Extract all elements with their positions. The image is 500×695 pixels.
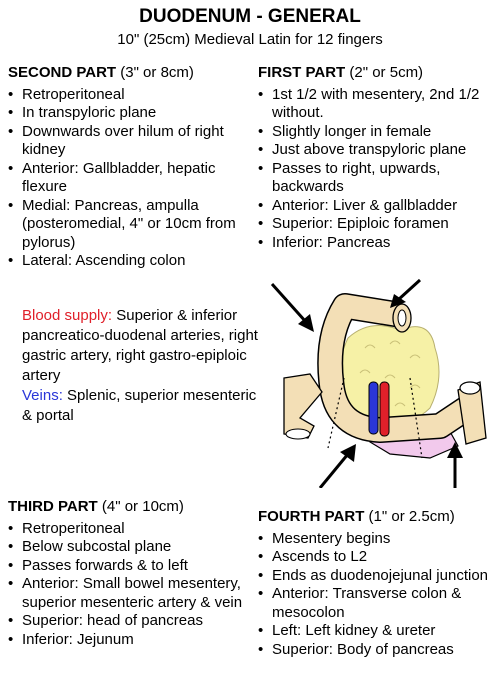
list-item: • Downwards over hilum of right kidney xyxy=(8,123,253,160)
third-part-heading xyxy=(8,498,253,517)
list-item: • Retroperitoneal xyxy=(8,86,253,105)
second-part-measure: (3" or 8cm) xyxy=(116,64,194,81)
jejunum-opening xyxy=(460,382,480,394)
fourth-part-name: FOURTH PART xyxy=(258,508,365,525)
second-part-section xyxy=(8,64,253,271)
list-item: • 1st 1/2 with mesentery, 2nd 1/2 without. xyxy=(258,86,493,123)
list-item: • Anterior: Liver & gallbladder xyxy=(258,197,493,216)
list-item: • Superior: head of pancreas xyxy=(8,612,253,631)
list-item: • Inferior: Pancreas xyxy=(258,234,493,253)
page-title: DUODENUM - GENERAL xyxy=(139,6,361,27)
arrow-first-part xyxy=(390,280,420,308)
list-item: • Anterior: Transverse colon & mesocolon xyxy=(258,585,493,622)
list-item: • Mesentery begins xyxy=(258,530,493,549)
third-part-measure: (4" or 10cm) xyxy=(97,498,184,515)
veins-text: Splenic, superior mesenteric & portal xyxy=(22,387,257,424)
page-subtitle: 10" (25cm) Medieval Latin for 12 fingers xyxy=(117,31,383,48)
fourth-part-section xyxy=(258,508,493,659)
duodenum-diagram xyxy=(270,278,492,488)
list-item: • Retroperitoneal xyxy=(8,520,253,539)
third-part-name: THIRD PART xyxy=(8,498,98,515)
second-part-list xyxy=(8,86,253,271)
list-item: • In transpyloric plane xyxy=(8,104,253,123)
first-part-section xyxy=(258,64,493,252)
list-item: • Left: Left kidney & ureter xyxy=(258,622,493,641)
arrow-third-part xyxy=(320,444,356,488)
list-item: • Medial: Pancreas, ampulla (posteromedial, 4" or 10cm from pylorus) xyxy=(8,197,253,253)
list-item: • Just above transpyloric plane xyxy=(258,141,493,160)
list-item: • Superior: Body of pancreas xyxy=(258,641,493,660)
superior-mesenteric-artery xyxy=(380,382,389,436)
list-item: • Ascends to L2 xyxy=(258,548,493,567)
second-part-heading xyxy=(8,64,253,83)
first-part-measure: (2" or 5cm) xyxy=(345,64,424,81)
first-part-name: FIRST PART xyxy=(258,64,346,81)
third-part-section xyxy=(8,498,253,649)
colon-opening xyxy=(286,429,310,439)
fourth-part-measure: (1" or 2.5cm) xyxy=(364,508,455,525)
fourth-part-heading xyxy=(258,508,493,527)
fourth-part-list xyxy=(258,530,493,660)
list-item: • Anterior: Gallbladder, hepatic flexure xyxy=(8,160,253,197)
pylorus-lumen xyxy=(398,310,406,326)
list-item: • Lateral: Ascending colon xyxy=(8,252,253,271)
second-part-name: SECOND PART xyxy=(8,64,117,81)
list-item: • Superior: Epiploic foramen xyxy=(258,215,493,234)
veins-label: Veins: xyxy=(22,387,63,404)
arrow-second-part xyxy=(272,284,314,332)
first-part-list xyxy=(258,86,493,253)
list-item: • Passes to right, upwards, backwards xyxy=(258,160,493,197)
first-part-heading xyxy=(258,64,493,83)
list-item: • Slightly longer in female xyxy=(258,123,493,142)
list-item: • Passes forwards & to left xyxy=(8,557,253,576)
list-item: • Ends as duodenojejunal junction xyxy=(258,567,493,586)
blood-supply-label: Blood supply: xyxy=(22,307,113,324)
colon-segment xyxy=(284,374,322,438)
list-item: • Inferior: Jejunum xyxy=(8,631,253,650)
third-part-list xyxy=(8,520,253,650)
blood-supply-block xyxy=(22,306,262,426)
superior-mesenteric-vein xyxy=(369,382,378,434)
list-item: • Below subcostal plane xyxy=(8,538,253,557)
list-item: • Anterior: Small bowel mesentery, superior mesenteric artery & vein xyxy=(8,575,253,612)
blood-supply-text: Superior & inferior pancreatico-duodenal arteries, right gastric artery, right gastro-epiploic artery xyxy=(22,307,258,384)
